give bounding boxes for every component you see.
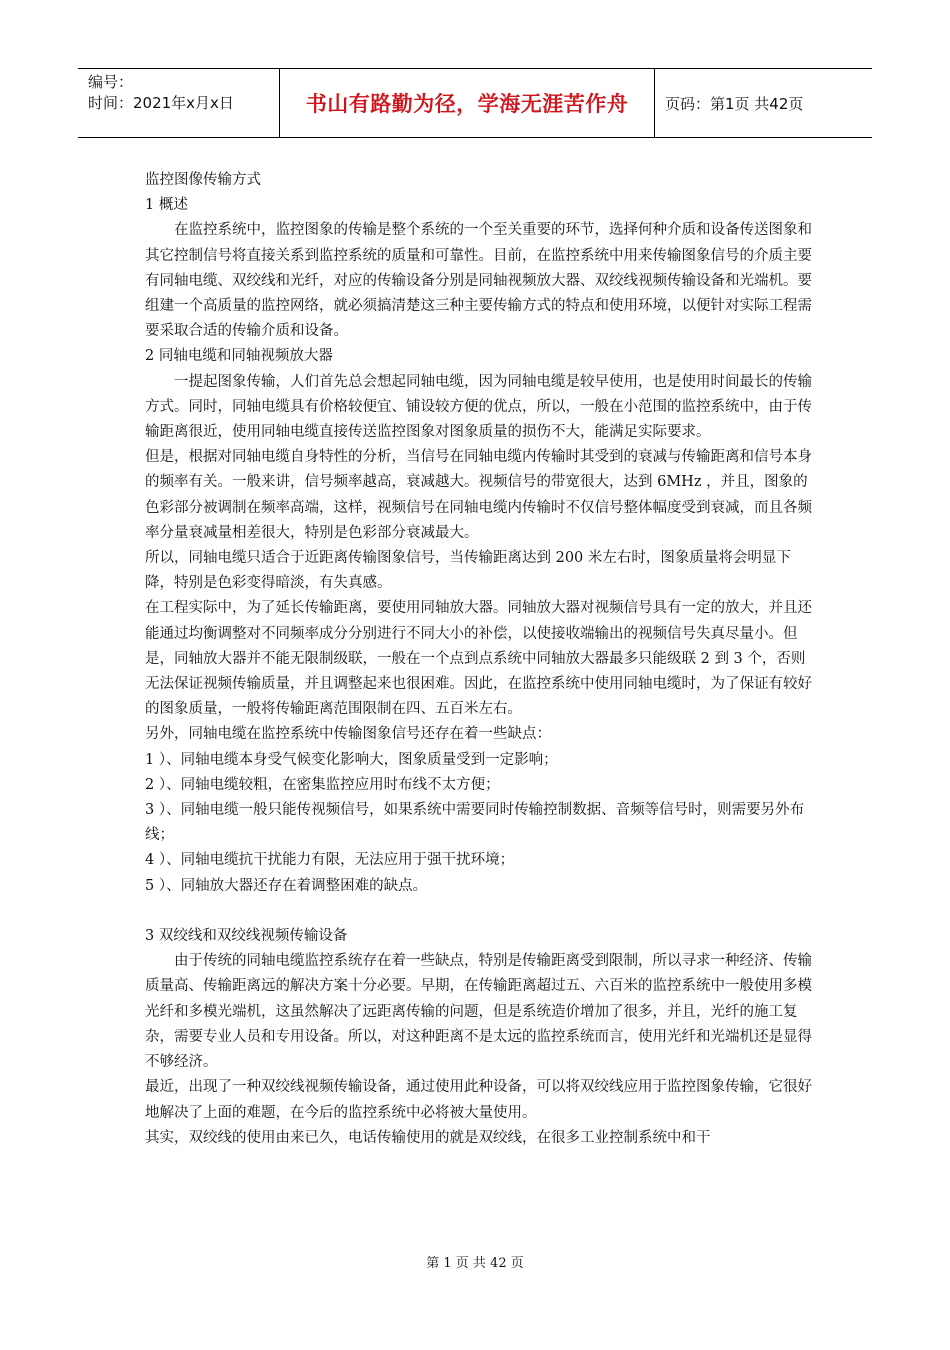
section-2-paragraph-3: 所以，同轴电缆只适合于近距离传输图象信号，当传输距离达到 200 米左右时，图象质量将会明显下降，特别是色彩变得暗淡，有失真感。 [145,550,791,592]
section-2-paragraph-4: 在工程实际中，为了延长传输距离，要使用同轴放大器。同轴放大器对视频信号具有一定的放大，并且还能通过均衡调整对不同频率成分分别进行不同大小的补偿，以使接收端输出的视频信号失真尽量小。但是，同轴放大器并不能无限制级联，一般在一个点到点系统中同轴放大器最多只能级联 2 到 3 个，否则无法保证视频传输质量，并且调整起来也很困难。因此，在监控系统中使用同轴电缆时，为了保证有较好的图象质量，一般将传输距离范围限制在四、五百米左右。 [145,600,812,718]
section-2-paragraph-5: 另外，同轴电缆在监控系统中传输图象信号还存在着一些缺点： [145,726,551,743]
section-1-heading: 1 概述 [145,197,188,214]
header-motto: 书山有路勤为径，学海无涯苦作舟 [280,69,655,137]
section-1-paragraph: 在监控系统中，监控图象的传输是整个系统的一个至关重要的环节，选择何种介质和设备传送图象和其它控制信号将直接关系到监控系统的质量和可靠性。目前，在监控系统中用来传输图象信号的介质主要有同轴电缆、双绞线和光纤，对应的传输设备分别是同轴视频放大器、双绞线视频传输设备和光端机。要组建一个高质量的监控网络，就必须搞清楚这三种主要传输方式的特点和使用环境，以便针对实际工程需要采取合适的传输介质和设备。 [145,222,812,340]
section-3-paragraph-2: 最近，出现了一种双绞线视频传输设备，通过使用此种设备，可以将双绞线应用于监控图象传输，它很好地解决了上面的难题，在今后的监控系统中必将被大量使用。 [145,1079,812,1121]
number-label: 编号： [88,73,134,91]
list-item: 1 ）、同轴电缆本身受气候变化影响大，图象质量受到一定影响； [145,751,558,768]
page-footer: 第 1 页 共 42 页 [426,1256,524,1271]
section-3-paragraph-1: 由于传统的同轴电缆监控系统存在着一些缺点，特别是传输距离受到限制，所以寻求一种经济、传输质量高、传输距离远的解决方案十分必要。早期，在传输距离超过五、六百米的监控系统中一般使用多模光纤和多模光端机，这虽然解决了远距离传输的问题，但是系统造价增加了很多，并且，光纤的施工复杂，需要专业人员和专用设备。所以，对这种距离不是太远的监控系统而言，使用光纤和光端机还是显得不够经济。 [145,953,812,1071]
section-3-paragraph-3: 其实，双绞线的使用由来已久，电话传输使用的就是双绞线，在很多工业控制系统中和干 [145,1129,711,1146]
header-page-info: 页码：第1页 共42页 [665,94,804,113]
page-header [78,68,872,138]
list-item: 3 ）、同轴电缆一般只能传视频信号，如果系统中需要同时传输控制数据、音频等信号时，则需要另外布线； [145,802,805,844]
blank-line [145,899,813,924]
section-2-heading: 2 同轴电缆和同轴视频放大器 [145,348,333,365]
list-item: 5 ）、同轴放大器还存在着调整困难的缺点。 [145,877,428,894]
section-2-paragraph-2: 但是，根据对同轴电缆自身特性的分析，当信号在同轴电缆内传输时其受到的衰减与传输距离和信号本身的频率有关。一般来讲，信号频率越高，衰减越大。视频信号的带宽很大，达到 6MHz ，并且，图象的色彩部分被调制在频率高端，这样，视频信号在同轴电缆内传输时不仅信号整体幅度受到衰减，而且各频率分量衰减量相差很大，特别是色彩部分衰减最大。 [145,449,812,541]
header-meta [78,69,280,137]
time-label: 时间：2021年x月x日 [88,94,234,112]
section-2-paragraph-1: 一提起图象传输，人们首先总会想起同轴电缆，因为同轴电缆是较早使用，也是使用时间最长的传输方式。同时，同轴电缆具有价格较便宜、铺设较方便的优点，所以，一般在小范围的监控系统中，由于传输距离很近，使用同轴电缆直接传送监控图象对图象质量的损伤不大，能满足实际要求。 [145,373,812,441]
list-item: 4 ）、同轴电缆抗干扰能力有限，无法应用于强干扰环境； [145,852,515,869]
list-item: 2 ）、同轴电缆较粗，在密集监控应用时布线不太方便； [145,776,500,793]
section-3-heading: 3 双绞线和双绞线视频传输设备 [145,928,348,945]
document-title: 监控图像传输方式 [145,172,261,188]
document-body [145,168,813,1151]
